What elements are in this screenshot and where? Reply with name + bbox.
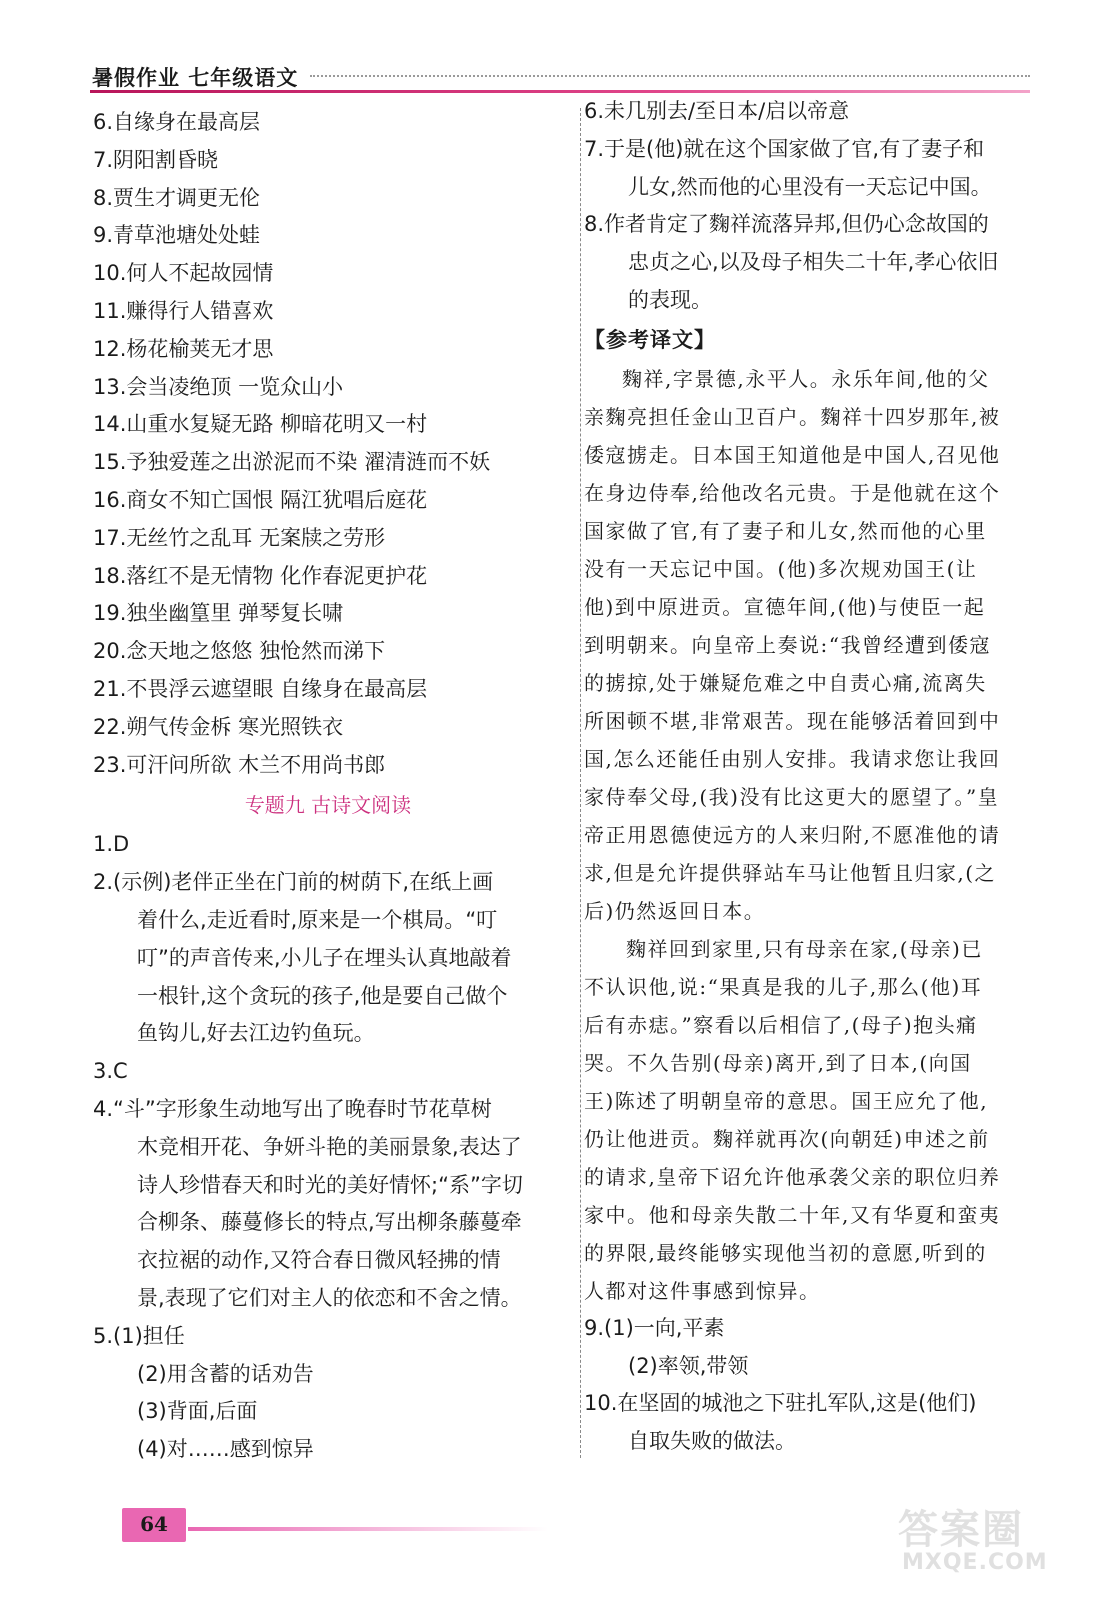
answer-line: 的表现。 xyxy=(628,287,712,312)
translation-line: 他)到中原进贡。宣德年间,(他)与使臣一起 xyxy=(584,594,986,619)
right-column xyxy=(584,93,1044,1461)
answer-line: 7.于是(他)就在这个国家做了官,有了妻子和 xyxy=(584,136,985,161)
answer-line: 17.无丝竹之乱耳 无案牍之劳形 xyxy=(93,525,386,550)
translation-line: 后有赤痣。”察看以后相信了,(母子)抱头痛 xyxy=(584,1012,978,1037)
answer-line: 11.赚得行人错喜欢 xyxy=(93,298,274,323)
answer-line: 鱼钩儿,好去江边钓鱼玩。 xyxy=(137,1021,375,1046)
header-dotted-rule xyxy=(310,75,1030,77)
answer-line: 7.阴阳割昏晓 xyxy=(93,147,219,172)
answer-line: 合柳条、藤蔓修长的特点,写出柳条藤蔓牵 xyxy=(137,1210,522,1235)
answer-line: 6.未几别去/至日本/启以帝意 xyxy=(584,99,850,123)
column-divider xyxy=(580,108,581,1458)
translation-line: 求,但是允许提供驿站车马让他暂且归家,(之 xyxy=(584,860,997,885)
answer-line: (3)背面,后面 xyxy=(137,1399,258,1424)
translation-line: 到明朝来。向皇帝上奏说:“我曾经遭到倭寇 xyxy=(584,632,991,657)
answer-line: 自取失败的做法。 xyxy=(628,1429,796,1454)
answer-line: 叮”的声音传来,小儿子在埋头认真地敲着 xyxy=(137,945,512,970)
answer-line: 19.独坐幽篁里 弹琴复长啸 xyxy=(93,601,344,626)
translation-line: 亲麴亮担任金山卫百户。麴祥十四岁那年,被 xyxy=(584,404,1001,429)
page-number: 64 xyxy=(140,1512,168,1536)
translation-line: 的掳掠,处于嫌疑危难之中自责心痛,流离失 xyxy=(584,670,987,695)
answer-line: 23.可汗问所欲 木兰不用尚书郎 xyxy=(93,752,386,777)
translation-line: 不认识他,说:“果真是我的儿子,那么(他)耳 xyxy=(584,974,983,999)
answer-line: (2)用含蓄的话劝告 xyxy=(137,1361,314,1386)
answer-line: (2)率领,带领 xyxy=(628,1353,749,1378)
answer-line: 9.青草池塘处处蛙 xyxy=(93,223,261,248)
translation-line: 麴祥回到家里,只有母亲在家,(母亲)已 xyxy=(626,936,983,961)
answer-line: 诗人珍惜春天和时光的美好情怀;“系”字切 xyxy=(137,1172,523,1197)
answer-line: 6.自缘身在最高层 xyxy=(93,110,261,134)
answer-line: 10.何人不起故园情 xyxy=(93,261,274,286)
answer-line: 一根针,这个贪玩的孩子,他是要自己做个 xyxy=(137,983,508,1008)
answer-line: 16.商女不知亡国恨 隔江犹唱后庭花 xyxy=(93,487,428,512)
translation-line: 仍让他进贡。麴祥就再次(向朝廷)申述之前 xyxy=(584,1126,990,1151)
answer-line: 9.(1)一向,平素 xyxy=(584,1315,725,1340)
translation-line: 帝正用恩德使远方的人来归附,不愿准他的请 xyxy=(584,822,1001,847)
answer-line: 18.落红不是无情物 化作春泥更护花 xyxy=(93,563,428,588)
translation-line: 倭寇掳走。日本国王知道他是中国人,召见他 xyxy=(584,442,1001,467)
translation-line: 没有一天忘记中国。(他)多次规劝国王(让 xyxy=(584,556,978,581)
translation-line: 国,怎么还能任由别人安排。我请求您让我回 xyxy=(584,746,1001,771)
translation-line: 王)陈述了明朝皇帝的意思。国王应允了他, xyxy=(584,1088,989,1113)
page-number-badge xyxy=(122,1508,186,1542)
answer-line: 4.“斗”字形象生动地写出了晚春时节花草树 xyxy=(93,1096,492,1121)
answer-line: 8.贾生才调更无伦 xyxy=(93,185,261,210)
reference-translation-heading: 【参考译文】 xyxy=(584,327,716,352)
left-column xyxy=(93,104,573,1469)
answer-line: 20.念天地之悠悠 独怆然而涕下 xyxy=(93,639,386,664)
answer-line: 10.在坚固的城池之下驻扎军队,这是(他们) xyxy=(584,1391,977,1416)
translation-line: 在身边侍奉,给他改名元贵。于是他就在这个 xyxy=(584,480,1001,505)
translation-line: 哭。不久告别(母亲)离开,到了日本,(向国 xyxy=(584,1050,972,1075)
answer-line: 13.会当凌绝顶 一览众山小 xyxy=(93,374,344,399)
answer-line: (4)对……感到惊异 xyxy=(137,1437,314,1462)
answer-line: 景,表现了它们对主人的依恋和不舍之情。 xyxy=(137,1285,522,1310)
translation-line: 的界限,最终能够实现他当初的意愿,听到的 xyxy=(584,1240,987,1265)
footer-accent-bar xyxy=(188,1527,548,1531)
translation-line: 家中。他和母亲失散二十年,又有华夏和蛮夷 xyxy=(584,1202,1001,1227)
answer-line: 2.(示例)老伴正坐在门前的树荫下,在纸上画 xyxy=(93,870,494,895)
answer-line: 5.(1)担任 xyxy=(93,1323,185,1348)
header-title: 暑假作业 七年级语文 xyxy=(92,66,299,90)
translation-line: 家侍奉父母,(我)没有比这更大的愿望了。”皇 xyxy=(584,784,1000,809)
translation-line: 的请求,皇帝下诏允许他承袭父亲的职位归养 xyxy=(584,1164,1001,1189)
answer-line: 15.予独爱莲之出淤泥而不染 濯清涟而不妖 xyxy=(93,450,491,475)
translation-line: 后)仍然返回日本。 xyxy=(584,898,766,923)
answer-line: 忠贞之心,以及母子相失二十年,孝心依旧 xyxy=(628,250,999,275)
answer-line: 着什么,走近看时,原来是一个棋局。“叮 xyxy=(137,907,498,932)
answer-line: 3.C xyxy=(93,1059,128,1084)
section-title: 专题九 古诗文阅读 xyxy=(244,793,412,818)
watermark xyxy=(880,1498,1070,1588)
translation-line: 国家做了官,有了妻子和儿女,然而他的心里 xyxy=(584,518,987,543)
answer-line: 8.作者肯定了麴祥流落异邦,但仍心念故国的 xyxy=(584,212,989,237)
answer-line: 12.杨花榆荚无才思 xyxy=(93,336,274,361)
answer-line: 1.D xyxy=(93,832,130,857)
answer-line: 儿女,然而他的心里没有一天忘记中国。 xyxy=(628,174,992,199)
answer-line: 21.不畏浮云遮望眼 自缘身在最高层 xyxy=(93,676,428,701)
answer-line: 衣拉裾的动作,又符合春日微风轻拂的情 xyxy=(137,1248,501,1273)
translation-line: 人都对这件事感到惊异。 xyxy=(584,1278,821,1303)
watermark-logo: 答案圈 xyxy=(898,1507,1024,1553)
answer-line: 木竞相开花、争妍斗艳的美丽景象,表达了 xyxy=(137,1134,522,1159)
translation-line: 麴祥,字景德,永平人。永乐年间,他的父 xyxy=(622,366,990,391)
answer-line: 14.山重水复疑无路 柳暗花明又一村 xyxy=(93,412,428,437)
watermark-site: MXQE.COM xyxy=(902,1550,1048,1575)
answer-line: 22.朔气传金柝 寒光照铁衣 xyxy=(93,714,344,739)
translation-line: 所困顿不堪,非常艰苦。现在能够活着回到中 xyxy=(584,708,1001,733)
